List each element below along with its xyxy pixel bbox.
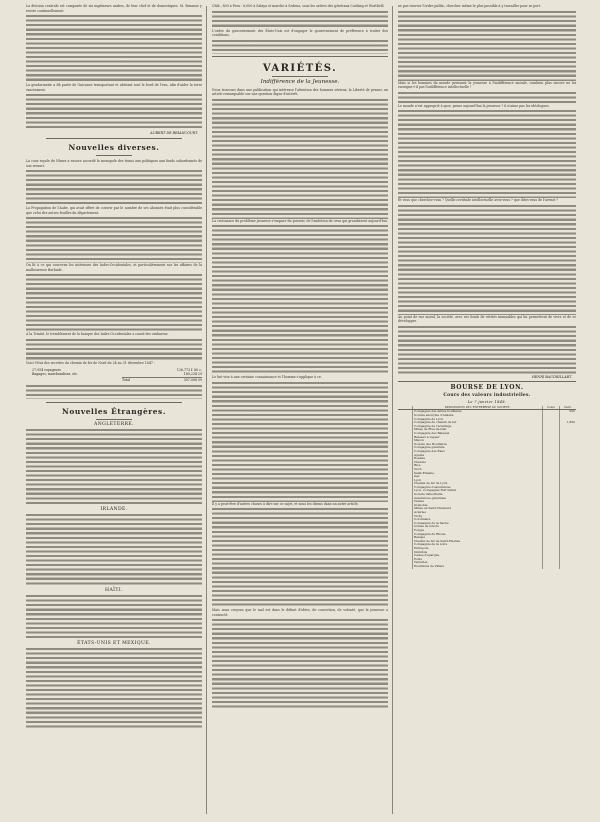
country-heading: HAÏTI.: [105, 588, 123, 594]
divider: [46, 138, 182, 139]
column-3: [398, 4, 576, 569]
company-name-cell: Compagnie générale: [413, 446, 543, 450]
company-name-cell: Société anonyme d'Amiens: [413, 414, 543, 418]
text-block: [26, 595, 202, 639]
bourse-title: BOURSE DE LYON.: [450, 383, 524, 391]
text-block: [26, 15, 202, 83]
text-block: [212, 619, 388, 709]
text-block: [212, 99, 388, 219]
company-name-cell: Cotonnière: [413, 518, 543, 522]
company-name-cell: Compagnie de la Saône: [413, 522, 543, 526]
text-block: [212, 40, 388, 54]
paragraph: A la Trinité, le tremblement de la banque des Indes-Occidentales a causé des embarras.: [26, 332, 169, 337]
text-block: [212, 508, 388, 608]
divider: [96, 419, 132, 420]
paragraph: Au point de vue moral, la société, avec ses fonds de vérités immuables qui lui permettent de vivre et de se développer.: [398, 314, 576, 324]
table-header-cell: Cours: [543, 406, 560, 410]
paragraph: Et vous que cherchez-vous ? Quelle certitude intellectuelle avez-vous ? que dites-vous de l'avenir ?: [398, 198, 558, 203]
company-name-cell: Lyon, Compagnie Ferrouillat: [413, 489, 543, 493]
paragraph: La croissance du problème jeunesse s'empare du pouvoir, de l'ambition de ceux qui grandissent aujourd'hui.: [212, 218, 388, 223]
price-cell: [560, 565, 577, 569]
text-block: [398, 205, 576, 315]
divider: [212, 56, 388, 57]
price-cell: 950: [560, 410, 577, 414]
company-name-cell: Société industrielle: [413, 493, 543, 497]
company-name-cell: Compagnie des mines houillères: [413, 410, 543, 414]
company-name-cell: Compagnie du chemin de fer: [413, 421, 543, 425]
country-heading: ANGLETERRE.: [94, 422, 134, 428]
company-name-cell: Compagnie des Bateaux: [413, 432, 543, 436]
company-name-cell: Compagnie de la Loire: [413, 543, 543, 547]
receipts-table: [32, 368, 202, 383]
row-marker-cell: [398, 565, 413, 569]
company-name-cell: Vienne: [413, 500, 543, 504]
company-name-cell: Rive: [413, 464, 543, 468]
signature: AUBERT DE BRIANCOURT.: [150, 131, 198, 136]
column-2: [212, 4, 388, 709]
text-block: [26, 94, 202, 130]
divider: [398, 381, 576, 382]
paragraph: Il y a peut-être d'autres choses à dire sur ce sujet, et nous les dirons dans un autre article.: [212, 501, 359, 506]
company-name-cell: Caisse d'épargne: [413, 554, 543, 558]
paragraph: La division centrale est composée de six ingénieurs arabes, de leur chef et de domestiques. M. Brunner y rentre continuellement.: [26, 4, 202, 13]
section-title: Nouvelles diverses.: [68, 143, 160, 153]
company-name-cell: Forges: [413, 529, 543, 533]
company-name-cell: Nord: [413, 468, 543, 472]
company-name-cell: Roanne: [413, 457, 543, 461]
company-name-cell: Mâcon: [413, 439, 543, 443]
company-name-cell: Compagnie de l'éclairage: [413, 425, 543, 429]
paragraph: La gendarmerie a dû partir de Guicanes transportant et abritant tout le bord de l'eau, afin d'aider la terre exactement.: [26, 83, 202, 92]
company-name-cell: Agents: [413, 454, 543, 458]
text-block: [26, 274, 202, 332]
country-heading: ÉTATS-UNIS ET MEXIQUE.: [77, 641, 151, 647]
company-name-cell: Chemin de fer de Saint-Étienne: [413, 540, 543, 544]
company-name-cell: Chemin de fer de Lyon: [413, 482, 543, 486]
company-name-cell: Bateaux à vapeur: [413, 436, 543, 440]
text-block: [398, 326, 576, 374]
company-name-cell: Compagnie d'assurances: [413, 486, 543, 490]
divider: [96, 155, 132, 156]
text-block: [26, 648, 202, 728]
paragraph: Le monde n'est approprié à quoi, pense aujourd'hui la jeunesse ? il n'aime pas les idéologues.: [398, 103, 550, 108]
receipt-row: 27,954 voyageurs 126,773 f. 80 c.: [32, 367, 202, 372]
paragraph: Mais nous croyons que le mal est dans le défaut d'idées, de conviction, de volonté, que la jeunesse a contracté.: [212, 608, 388, 617]
feuilleton-subtitle: Indifférence de la Jeunesse.: [260, 78, 340, 85]
column-rule: [206, 6, 207, 814]
text-block: [398, 110, 576, 198]
paragraph: Mais si les hommes du monde prennent la jeunesse à l'indifférence morale, combien plus encore ne lui enseigne-t-il pas l'indifférence intellectuelle !: [398, 80, 576, 90]
feuilleton-title: VARIÉTÉS.: [262, 62, 338, 74]
paragraph: ne pas trouver l'ordre public, chercher même le plus possible à y travailler pour se port.: [398, 4, 542, 8]
text-block: [212, 382, 388, 502]
company-name-cell: Compagnie du Rhône: [413, 533, 543, 537]
table-row: [398, 565, 576, 569]
company-name-cell: Verreries: [413, 561, 543, 565]
company-name-cell: Omnibus: [413, 551, 543, 555]
company-name-cell: Saint-Étienne: [413, 472, 543, 476]
price-cell: 1,800: [560, 421, 577, 425]
section-title: Nouvelles Étrangères.: [61, 407, 166, 417]
table-header-cell: DÉSIGNATION DE L'ENTREPRISE OU SOCIÉTÉ.: [413, 406, 543, 410]
paragraph: Chili ; 800 à Peru : 6,000 à Salaya et marche à Sedena, sous les ordres des généraux Cushing et Worthvill.: [212, 4, 385, 8]
company-name-cell: Gaz: [413, 475, 543, 479]
table-header-cell: Dern.: [560, 406, 577, 410]
text-block: [26, 429, 202, 505]
receipt-row: Bagages, marchandises, etc. 180,234 29: [32, 372, 202, 377]
text-block: [398, 92, 576, 104]
text-block: [26, 339, 202, 361]
divider: [272, 76, 328, 77]
paragraph: On lit à ce qui concerne les intérieurs des Indes-Occidentales, et particulièrement sur les affaires de la malheureuse Barbade.: [26, 263, 202, 272]
paragraph: La Propagation de l'Aube, qui avait offert de couvrir par le nombre de ses abonnés était plus considérable que celui des autres feuilles du département.: [26, 206, 202, 215]
column-1: [26, 4, 202, 728]
text-block: [212, 11, 388, 29]
signature: HENRI BAUDRILLART.: [531, 374, 572, 379]
company-name-cell: Lyon: [413, 479, 543, 483]
company-name-cell: Aciéries: [413, 511, 543, 515]
company-name-cell: Entrepôts: [413, 547, 543, 551]
paragraph: Nous trouvons dans une publication qui intéresse l'attention des hommes sérieux, la Liberté de penser, un article remarquable sur une question digne d'intérêt.: [212, 87, 388, 97]
paragraph: Le but vise à une certaine connaissance et l'homme s'applique à ce.: [212, 375, 322, 380]
divider: [46, 402, 182, 403]
company-name-cell: Houillères de Villars: [413, 565, 543, 569]
column-rule: [392, 6, 393, 814]
bourse-subtitle: Cours des valeurs industrielles.: [443, 392, 531, 398]
company-name-cell: Compagnie de Lyon: [413, 418, 543, 422]
text-block: [398, 11, 576, 81]
text-block: [26, 514, 202, 586]
paragraph: L'ordre du gouvernement des États-Unis est d'engager le gouvernement de préférence à traiter des conditions.: [212, 28, 388, 38]
company-name-cell: Usines de Givors: [413, 525, 543, 529]
company-name-cell: Banque: [413, 536, 543, 540]
paragraph: La cour royale de Nîmes a encore accordé le monopole des tissus aux politiques aux fonds subordonnés de son ressort.: [26, 159, 202, 168]
company-name-cell: Ponts: [413, 558, 543, 562]
company-name-cell: Assurances générales: [413, 497, 543, 501]
text-block: [26, 217, 202, 263]
receipt-total-row: Total 307,008 09: [122, 377, 202, 382]
company-name-cell: Société des Houillères: [413, 443, 543, 447]
text-block: [212, 225, 388, 375]
bourse-table: [398, 406, 576, 569]
company-name-cell: Vichy: [413, 515, 543, 519]
company-name-cell: Chalons: [413, 461, 543, 465]
text-block: [26, 385, 202, 399]
company-name-cell: Mines de Saint-Chamond: [413, 507, 543, 511]
text-block: [26, 170, 202, 206]
price-cell: [543, 565, 560, 569]
paragraph: Voici l'état des recettes du chemin de fer de Nord du 24 au 31 décembre 1847 :: [26, 361, 155, 366]
company-name-cell: Grenoble: [413, 504, 543, 508]
bourse-date: Le 7 janvier 1848.: [467, 399, 507, 404]
country-heading: IRLANDE.: [100, 507, 128, 513]
company-name-cell: Mines de Rive-de-Gier: [413, 428, 543, 432]
company-name-cell: Compagnie des Eaux: [413, 450, 543, 454]
